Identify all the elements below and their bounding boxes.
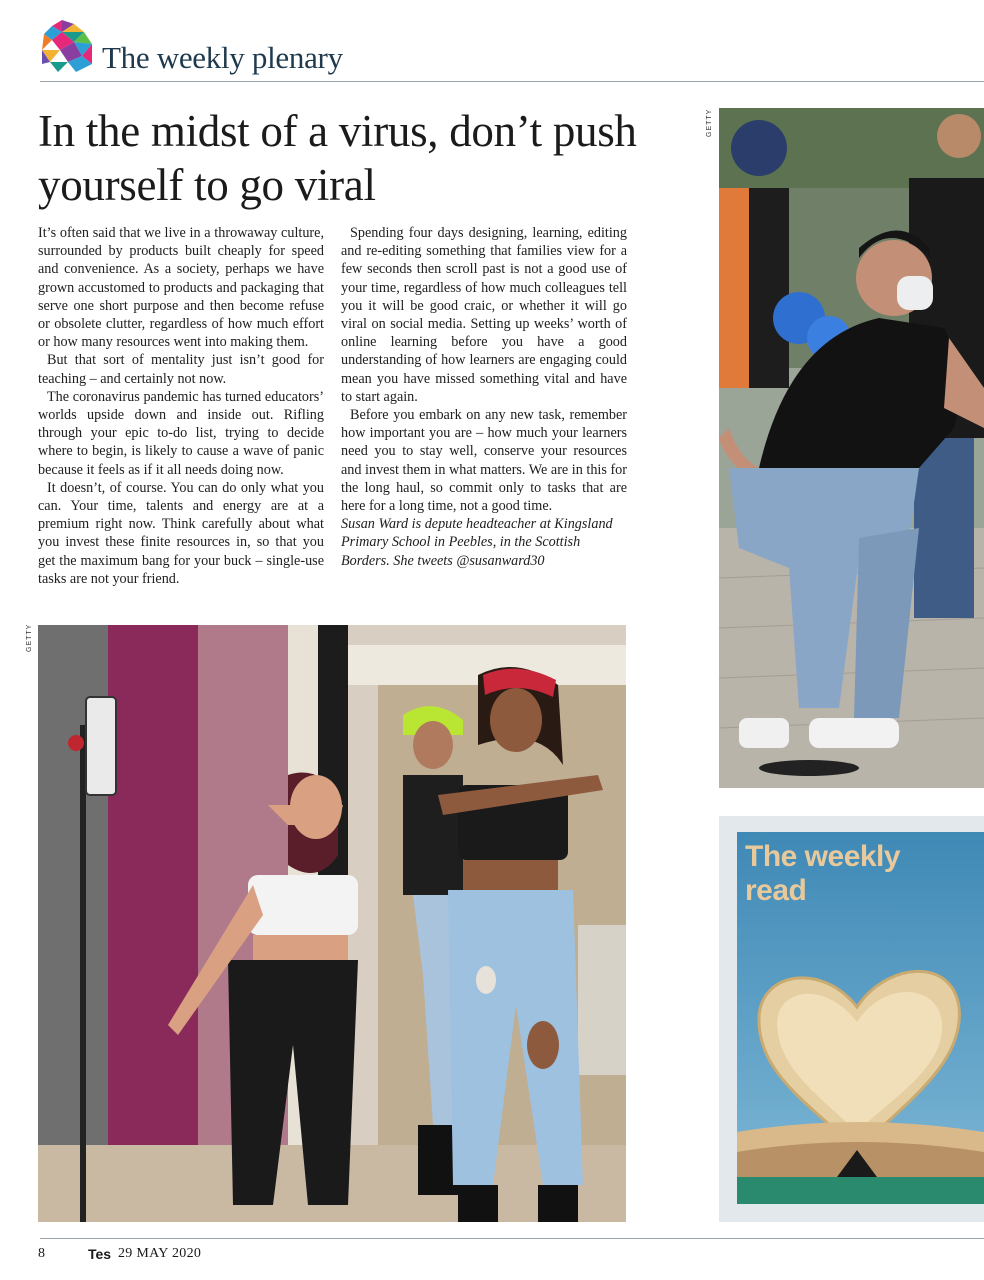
magazine-brand: Tes [88, 1246, 112, 1262]
footer-divider [40, 1238, 984, 1239]
tes-logo [40, 18, 94, 74]
weekly-read-cover [737, 832, 984, 1204]
photo-credit-right: GETTY [706, 108, 713, 137]
paragraph: Spending four days designing, learning, editing and re-editing something that families view for a few seconds then scroll past is not a good use of your time, regardless of how much colleagues tell you it will be good craic, or whether it will go viral on social media. Setting up weeks’ worth of online learning before you have a good understanding of how learners are engaging could mean you have missed something vital and have to start again. [341, 225, 627, 405]
page-number: 8 [38, 1246, 45, 1261]
paragraph: Before you embark on any new task, remember how important you are – how much your learners need you to stay well, conserve your resources and invest them in what matters. We are in this for the long haul, so commit only to tasks that are here for a long time, not a good time. [341, 407, 627, 515]
paragraph: The coronavirus pandemic has turned educators’ worlds upside down and inside out. Rifling through your epic to-do list, trying to decide where to begin, is likely to cause a wave of panic because it feels as if it all needs doing now. [38, 388, 324, 478]
photo-girls-dancing [38, 625, 626, 1222]
paragraph: It’s often said that we live in a throwaway culture, surrounded by products built cheaply for speed and convenience. As a society, perhaps we have grown accustomed to products and packaging that serve one short purpose and then become refuse or obsolete clutter, regardless of how much effort or how many resources went into making them. [38, 225, 324, 351]
section-title: The weekly plenary [102, 40, 343, 75]
photo-man-dancing [719, 108, 984, 788]
paragraph: But that sort of mentality just isn’t good for teaching – and certainly not now. [38, 352, 324, 387]
article-headline: In the midst of a virus, don’t push yourself to go viral [38, 106, 637, 210]
weekly-read-title: The weekly read [745, 840, 901, 907]
weekly-read-promo[interactable] [719, 816, 984, 1222]
photo-credit-left: GETTY [26, 623, 33, 652]
article-column-2 [341, 224, 627, 570]
paragraph: It doesn’t, of course. You can do only what you can. Your time, talents and energy are at a premium right now. Think carefully about what you invest these finite resources in, so that you get the maximum bang for your buck – single-use tasks are not your friend. [38, 479, 324, 587]
issue-date: 29 MAY 2020 [118, 1246, 202, 1261]
article-column-1 [38, 224, 324, 588]
header-divider [40, 81, 984, 82]
author-byline: Susan Ward is depute headteacher at Kingsland Primary School in Peebles, in the Scottish Borders. She tweets @susanward30 [341, 516, 613, 569]
